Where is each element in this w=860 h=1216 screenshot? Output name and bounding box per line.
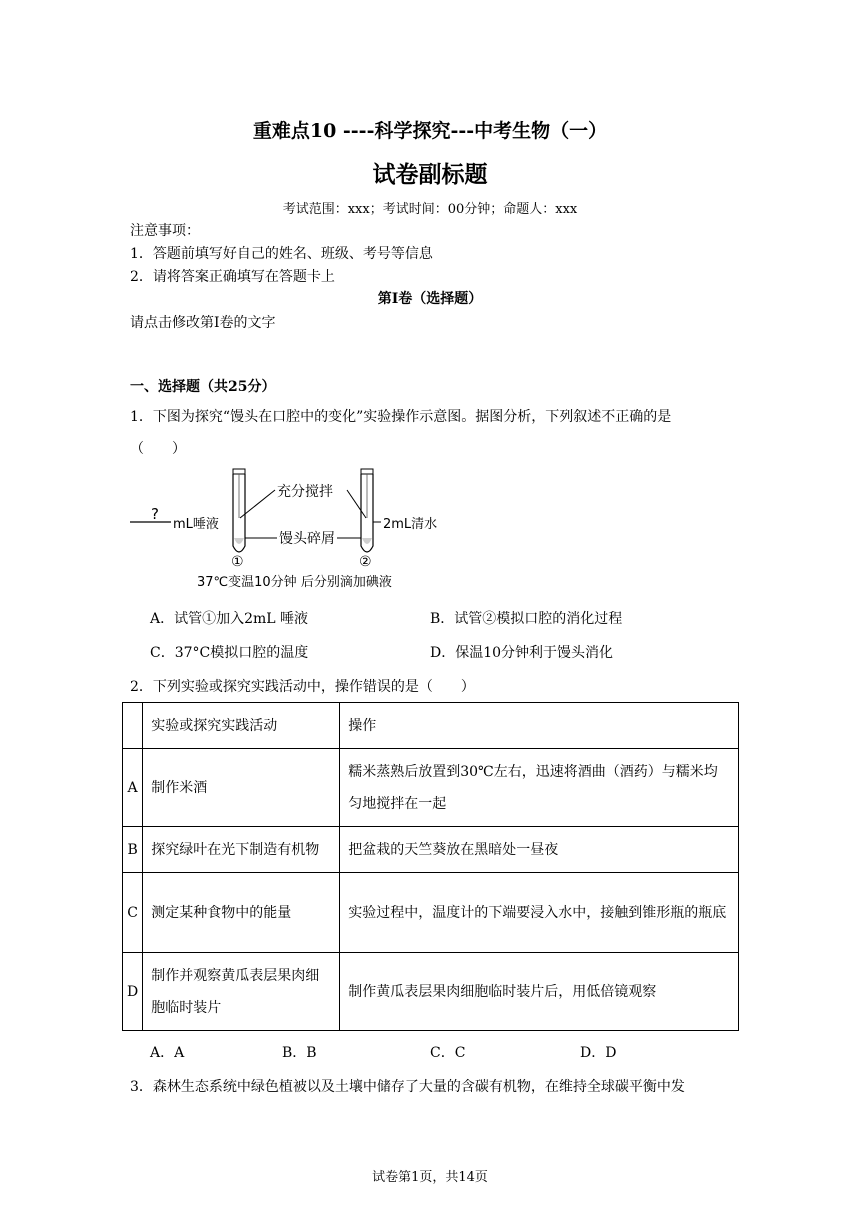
volume-hint[interactable]: 请点击修改第I卷的文字 [130, 315, 276, 331]
table-row [123, 749, 739, 827]
q2-table [122, 702, 739, 1031]
fig-caption: 37℃变温10分钟 后分别滴加碘液 [197, 575, 392, 590]
volume-title: 第I卷（选择题） [377, 291, 483, 307]
note-item-2: 2．请将答案正确填写在答题卡上 [130, 269, 335, 285]
table-header-cell: 操作 [340, 703, 739, 749]
table-header-cell [123, 703, 143, 749]
fig-question-mark: ? [151, 505, 159, 523]
row-letter: B [123, 827, 143, 873]
exam-subtitle: 试卷副标题 [372, 162, 488, 188]
table-row [123, 873, 739, 953]
row-activity: 测定某种食物中的能量 [143, 873, 340, 953]
row-activity: 制作并观察黄瓜表层果肉细胞临时装片 [143, 953, 340, 1031]
row-operation: 实验过程中，温度计的下端要浸入水中，接触到锥形瓶的瓶底 [340, 873, 739, 953]
fig-label-crumbs: 馒头碎屑 [279, 531, 335, 547]
q2-option-b[interactable]: B．B [282, 1045, 317, 1061]
q2-option-d[interactable]: D．D [580, 1045, 617, 1061]
table-header-row [123, 703, 739, 749]
test-tube-2 [361, 469, 373, 552]
row-operation: 制作黄瓜表层果肉细胞临时装片后，用低倍镜观察 [340, 953, 739, 1031]
q1-text: 1．下图为探究“馒头在口腔中的变化”实验操作示意图。据图分析，下列叙述不正确的是 [130, 409, 672, 425]
row-operation: 糯米蒸熟后放置到30℃左右，迅速将酒曲（酒药）与糯米均匀地搅拌在一起 [340, 749, 739, 827]
page-footer: 试卷第1页，共14页 [372, 1170, 488, 1185]
note-item-1: 1．答题前填写好自己的姓名、班级、考号等信息 [130, 246, 433, 262]
test-tube-1 [233, 469, 245, 552]
q1-option-c[interactable]: C．37°C模拟口腔的温度 [150, 645, 309, 661]
table-row [123, 953, 739, 1031]
section-title: 一、选择题（共25分） [130, 379, 276, 395]
q2-option-a[interactable]: A．A [150, 1045, 185, 1061]
table-row [123, 827, 739, 873]
row-activity: 制作米酒 [143, 749, 340, 827]
row-letter: C [123, 873, 143, 953]
q1-option-d[interactable]: D．保温10分钟利于馒头消化 [430, 645, 614, 661]
fig-tube1-label: ① [231, 554, 244, 570]
exam-title: 重难点10 ----科学探究---中考生物（一） [252, 120, 608, 142]
fig-label-water: 2mL清水 [383, 517, 438, 532]
q2-option-c[interactable]: C．C [430, 1045, 466, 1061]
row-letter: A [123, 749, 143, 827]
q1-figure [125, 466, 455, 594]
exam-info: 考试范围：xxx；考试时间：00分钟；命题人：xxx [282, 202, 578, 217]
table-header-cell: 实验或探究实践活动 [143, 703, 340, 749]
fig-label-stir: 充分搅拌 [277, 484, 333, 500]
row-letter: D [123, 953, 143, 1031]
notes-heading: 注意事项： [130, 223, 200, 239]
q1-option-b[interactable]: B．试管②模拟口腔的消化过程 [430, 611, 623, 627]
q2-text: 2．下列实验或探究实践活动中，操作错误的是（ ） [130, 679, 475, 695]
fig-label-saliva: mL唾液 [173, 517, 219, 532]
q1-bracket: （ ） [130, 441, 186, 457]
fig-tube2-label: ② [359, 554, 372, 570]
row-activity: 探究绿叶在光下制造有机物 [143, 827, 340, 873]
row-operation: 把盆栽的天竺葵放在黑暗处一昼夜 [340, 827, 739, 873]
q3-text: 3．森林生态系统中绿色植被以及土壤中储存了大量的含碳有机物，在维持全球碳平衡中发 [130, 1079, 685, 1095]
q1-option-a[interactable]: A．试管①加入2mL 唾液 [150, 611, 309, 627]
